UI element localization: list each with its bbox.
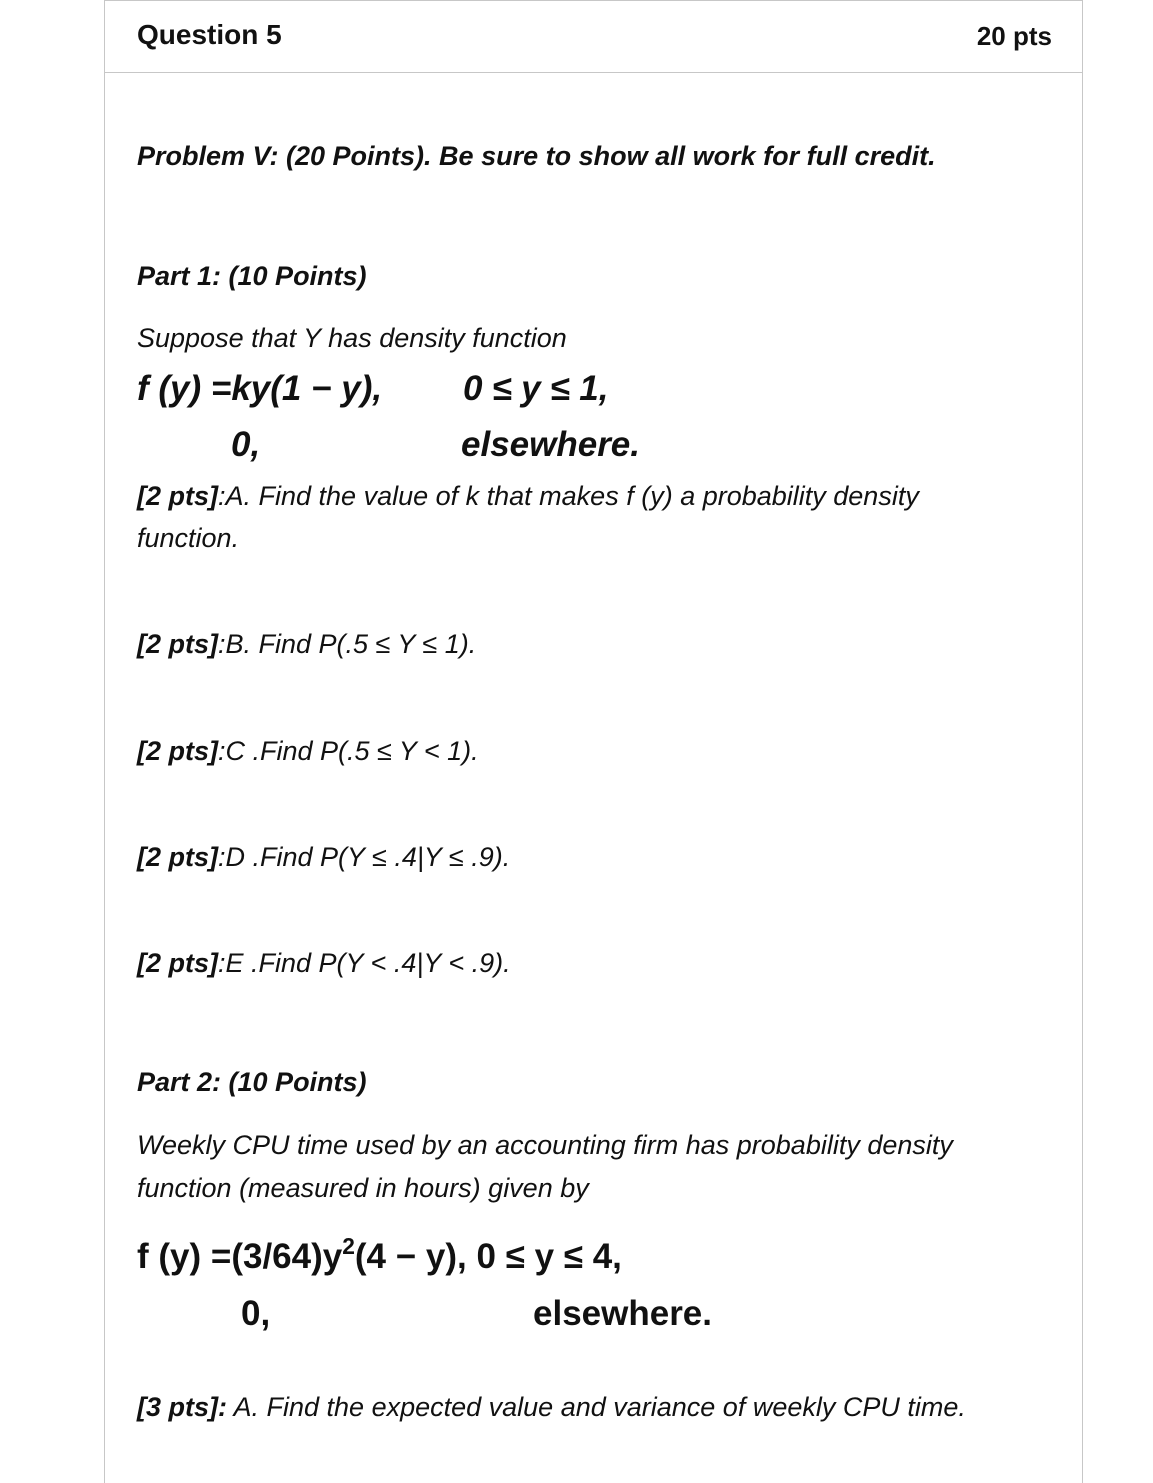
- part2-equation-line1-pre: f (y) =(3/64)y: [137, 1237, 343, 1276]
- part2-intro-line1: Weekly CPU time used by an accounting firm has probability density: [137, 1130, 953, 1160]
- question-text: :C .Find P(.5 ≤ Y < 1).: [218, 736, 479, 766]
- question-points-label: [2 pts]: [137, 736, 218, 766]
- part2-equation-line2-left: 0,: [241, 1294, 271, 1333]
- part1-intro: Suppose that Y has density function: [137, 323, 567, 353]
- part2-heading: Part 2: (10 Points): [137, 1067, 367, 1097]
- part1-question-d: [137, 842, 510, 873]
- part1-equation-line2-right: elsewhere.: [461, 425, 640, 464]
- part2-intro-line2: function (measured in hours) given by: [137, 1173, 589, 1203]
- part2-equation-line1-post: (4 − y), 0 ≤ y ≤ 4,: [354, 1237, 622, 1276]
- question-text: :A. Find the value of k that makes f (y) a probability density: [218, 481, 919, 511]
- question-header: [105, 1, 1082, 73]
- part1-question-c: [137, 736, 479, 767]
- part1-question-b: [137, 629, 476, 660]
- part1-equation-line1-left: f (y) =ky(1 − y),: [137, 369, 383, 408]
- question-text: :D .Find P(Y ≤ .4|Y ≤ .9).: [218, 842, 511, 872]
- part2-question-a: [137, 1392, 966, 1423]
- question-text: :E .Find P(Y < .4|Y < .9).: [218, 948, 511, 978]
- part1-question-a-continued: function.: [137, 523, 240, 553]
- question-title: Question 5: [137, 19, 282, 50]
- part2-equation-exponent: 2: [342, 1233, 355, 1260]
- part1-equation-line1-right: 0 ≤ y ≤ 1,: [463, 369, 609, 408]
- question-points-label: [2 pts]: [137, 629, 218, 659]
- question-card: [104, 0, 1083, 1483]
- question-points-label: [2 pts]: [137, 948, 218, 978]
- part1-equation-line2-left: 0,: [231, 425, 261, 464]
- question-points: 20 pts: [976, 21, 1052, 51]
- part2-equation-line2-right: elsewhere.: [533, 1294, 712, 1333]
- part1-question-a: [137, 481, 919, 512]
- question-text: :B. Find P(.5 ≤ Y ≤ 1).: [218, 629, 477, 659]
- question-points-label: [2 pts]: [137, 842, 218, 872]
- question-points-label: [2 pts]: [137, 481, 218, 511]
- question-points-label: [3 pts]:: [137, 1392, 227, 1422]
- question-text: A. Find the expected value and variance of weekly CPU time.: [227, 1392, 966, 1422]
- part1-heading: Part 1: (10 Points): [137, 261, 367, 291]
- part1-question-e: [137, 948, 511, 979]
- problem-heading: Problem V: (20 Points). Be sure to show all work for full credit.: [137, 141, 936, 171]
- part2-equation-line1: [137, 1233, 622, 1277]
